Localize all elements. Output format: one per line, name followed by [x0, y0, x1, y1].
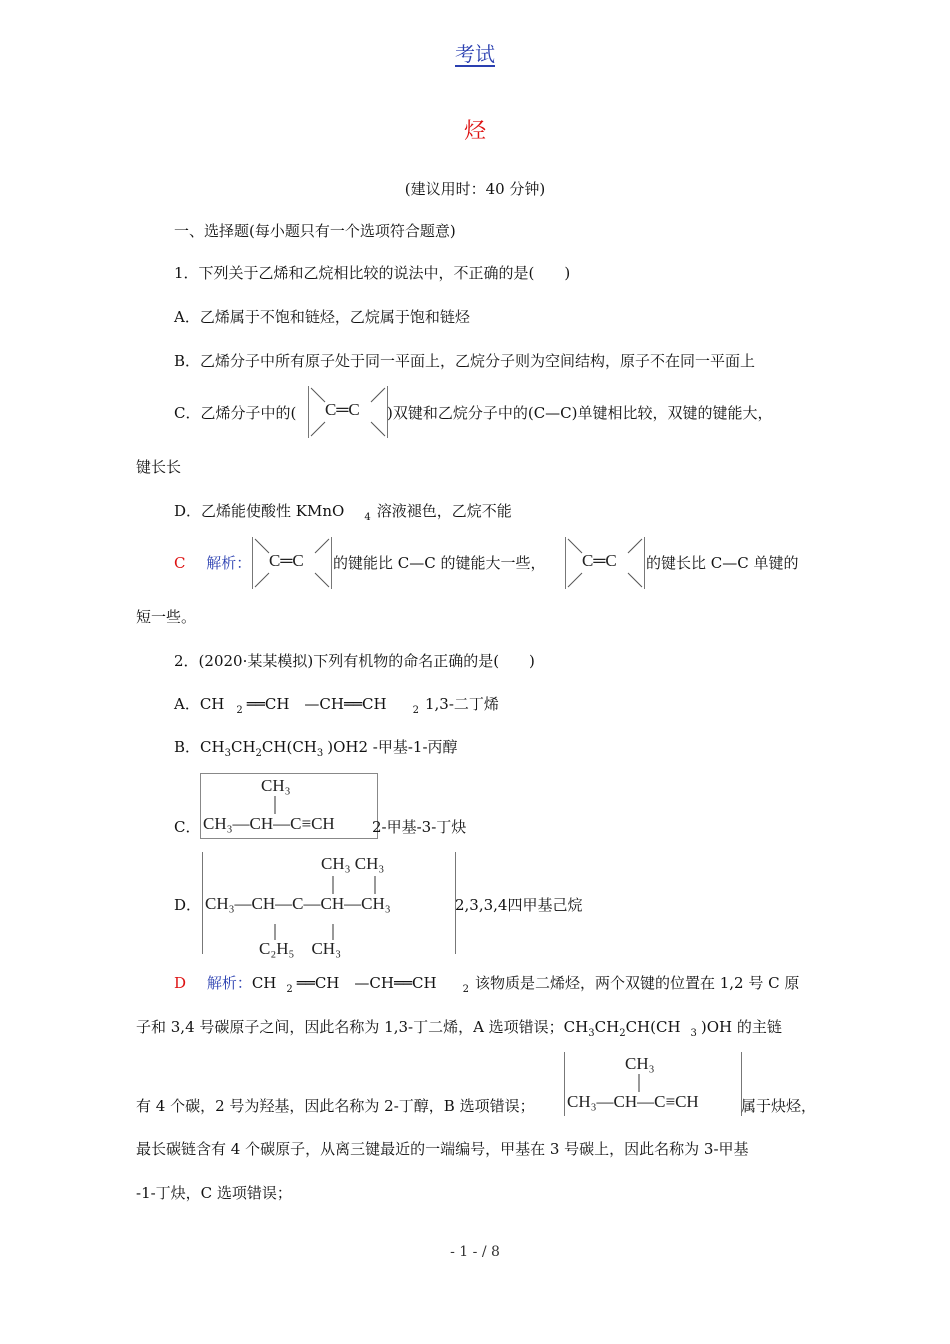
q2-ans-sub: 2: [286, 984, 293, 995]
structure-c-main: CH₃—CH—C≡CH: [203, 814, 335, 833]
ethylene-label-2: C═C: [269, 551, 304, 570]
ethylene-label: C═C: [325, 400, 360, 419]
q1-answer-label: 解析：: [206, 554, 252, 572]
q2-ans-part: )OH 的主链: [700, 1018, 782, 1036]
q2-b-part: CH(CH: [261, 738, 317, 756]
q1-option-a: A．乙烯属于不饱和链烃，乙烷属于饱和链烃: [174, 308, 470, 326]
structure-c2-main: CH₃—CH—C≡CH: [567, 1092, 699, 1111]
structure-d: [202, 852, 456, 958]
structure-c-2: [564, 1052, 742, 1116]
q1-option-d-post: 溶液褪色，乙烷不能: [376, 502, 512, 520]
q2-option-b: [174, 736, 458, 757]
q2-ans-part: 子和 3,4 号碳原子之间，因此名称为 1,3-丁二烯，A 选项错误；CH: [136, 1018, 589, 1036]
q2-b-sub: 2: [255, 748, 262, 759]
structure-c2-bond: [637, 1074, 641, 1092]
q2-answer-line3-post: 属于炔烃，: [741, 1097, 817, 1115]
q2-b-sub: 3: [316, 748, 324, 759]
ethylene-label-3: C═C: [582, 551, 617, 570]
q2-answer-label: 解析：: [206, 974, 252, 992]
q2-a-part: ══CH —CH══CH: [246, 695, 387, 713]
q2-ans-sub: 2: [619, 1028, 626, 1039]
q2-ans-part: CH(CH: [625, 1018, 681, 1036]
page-title: 烃: [463, 119, 486, 144]
structure-c2-top: CH₃: [625, 1054, 655, 1073]
structure-c-bond: [273, 796, 277, 814]
q2-answer-line2: [136, 1016, 782, 1037]
q2-a-sub: 2: [412, 705, 419, 716]
q2-ans-part: CH: [594, 1018, 620, 1036]
q1-option-d-pre: D．乙烯能使酸性 KMnO: [174, 502, 345, 520]
q2-b-part: CH: [230, 738, 256, 756]
q2-ans-sub: 3: [690, 1028, 697, 1039]
q2-a-part: A．CH: [174, 695, 225, 713]
structure-d-top: CH₃ CH₃: [321, 854, 385, 873]
q2-a-name: 1,3-二丁烯: [424, 695, 499, 713]
q2-answer-line3-pre: 有 4 个碳，2 号为羟基，因此名称为 2-丁醇，B 选项错误；: [136, 1097, 535, 1115]
section-heading: 一、选择题(每小题只有一个选项符合题意): [174, 222, 456, 240]
q2-answer-letter: D: [174, 974, 187, 992]
q2-b-part: B．CH: [174, 738, 225, 756]
q1-option-c-post: )双键和乙烷分子中的(C—C)单键相比较，双键的键能大，: [387, 404, 773, 422]
ethylene-structure: [308, 386, 388, 438]
q1-stem: 1．下列关于乙烯和乙烷相比较的说法中，不正确的是( ): [174, 264, 571, 282]
page-header: 考试: [455, 42, 495, 66]
q1-option-b: B．乙烯分子中所有原子处于同一平面上，乙烷分子则为空间结构，原子不在同一平面上: [174, 352, 756, 370]
q2-option-a: [174, 693, 499, 714]
q1-option-c-cont: 键长长: [136, 458, 182, 476]
q2-ans-part: 该物质是二烯烃，两个双键的位置在 1,2 号 C 原: [474, 974, 800, 992]
q2-ans-sub: 3: [588, 1028, 595, 1039]
q2-b-sub: 3: [224, 748, 231, 759]
q2-a-sub: 2: [236, 705, 243, 716]
q2-answer-line5: -1-丁炔，C 选项错误；: [136, 1184, 292, 1202]
structure-d-bottom: C₂H₅ CH₃: [259, 939, 342, 958]
q1-option-d-sub: 4: [364, 512, 371, 523]
q2-ans-part: ══CH —CH══CH: [296, 974, 437, 992]
q2-answer-line1: [174, 972, 799, 993]
structure-c: [200, 773, 378, 839]
q2-ans-sub: 2: [462, 984, 469, 995]
ethylene-structure-2: [252, 537, 332, 589]
q1-answer-cont: 短一些。: [136, 608, 197, 626]
q2-b-name: )OH2 -甲基-1-丙醇: [327, 738, 458, 756]
q2-answer-line4: 最长碳链含有 4 个碳原子，从离三键最近的一端编号，甲基在 3 号碳上，因此名称为 3-甲基: [136, 1140, 749, 1158]
structure-c-top: CH₃: [261, 776, 291, 795]
q2-stem: 2．(2020·某某模拟)下列有机物的命名正确的是( ): [174, 652, 535, 670]
q1-option-d: [174, 500, 512, 521]
ethylene-structure-3: [565, 537, 645, 589]
q1-answer-letter: C: [174, 554, 186, 572]
q1-answer-mid: 的键能比 C—C 的键能大一些，: [333, 554, 546, 572]
q2-option-c-name: 2-甲基-3-丁炔: [372, 818, 467, 836]
q2-option-d-label: D．: [174, 896, 202, 914]
q2-option-d-name: 2,3,3,4四甲基己烷: [455, 896, 583, 914]
q2-ans-part: CH: [251, 974, 277, 992]
q1-option-c-pre: C．乙烯分子中的(: [174, 404, 297, 422]
q2-option-c-label: C．: [174, 818, 201, 836]
page-number: - 1 - / 8: [450, 1244, 500, 1260]
structure-d-main: CH₃—CH—C—CH—CH₃: [205, 894, 391, 913]
q1-answer: [174, 552, 251, 573]
q1-answer-end: 的键长比 C—C 单键的: [646, 554, 799, 572]
time-note: (建议用时：40 分钟): [404, 180, 546, 198]
